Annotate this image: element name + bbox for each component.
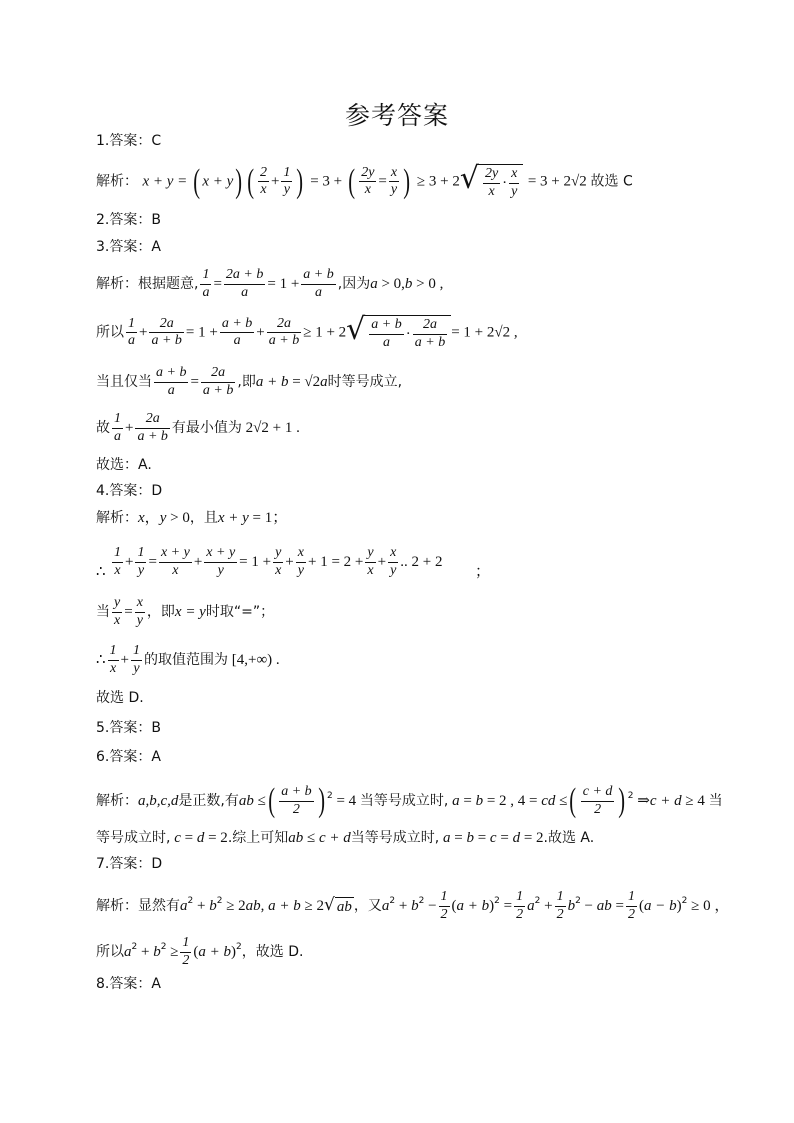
q1-answer: 1.答案：C: [96, 133, 162, 149]
q4-line4: ∴ $\frac{1}{x}$ + $\frac{1}{y}$ 的取值范围为 [4,+∞) .: [96, 643, 280, 676]
q1-explanation: 解析： x + y = ( x + y) ( $\frac{2}{x}$ + $\frac{1}{y}$ ) = 3 + ( $\frac{2y}{x}$ = $\frac{x}{y}$ ) ≥ 3 + 2 √ $\frac{2y}{x}$ · $\frac{x}{y}$ = 3 + 2√2 故选 C: [96, 161, 633, 200]
q3-line4: 故 $\frac{1}{a}$ + $\frac{2a}{a + b}$ 有最小值为 2√2 + 1 .: [96, 411, 300, 444]
page-title: 参考答案: [344, 101, 449, 130]
q3-line3: 当且仅当 $\frac{a + b}{a}$ = $\frac{2a}{a + b}$ ,即a + b = √2a时等号成立,: [96, 365, 403, 398]
q6-line1: 解析：a,b,c,d是正数,有ab ≤( $\frac{a + b}{2}$ ) $^2$ = 4 当等号成立时, a = b = 2 , 4 = cd ≤( $\frac{c + d}{2}$ ) $^2$ ⇒c + d ≥ 4 当: [96, 782, 723, 819]
q3-line2: 所以 $\frac{1}{a}$ + $\frac{2a}{a + b}$ = 1 + $\frac{a + b}{a}$ + $\frac{2a}{a + b}$ ≥ 1 + 2 √ $\frac{a + b}{a}$ · $\frac{2a}{a + b}$ = 1 + 2√2 ,: [96, 312, 518, 350]
q5-answer: 5.答案：B: [96, 720, 161, 736]
q4-line1: 解析：x，y > 0，且x + y = 1；: [96, 510, 288, 526]
q6-answer: 6.答案：A: [96, 749, 161, 765]
q8-answer: 8.答案：A: [96, 976, 161, 992]
q3-line5: 故选：A.: [96, 457, 152, 473]
q3-line1: 解析：根据题意, $\frac{1}{a}$ = $\frac{2a + b}{a}$ = 1 + $\frac{a + b}{a}$ ,因为a > 0,b > 0 ,: [96, 267, 444, 300]
q4-line3: 当 $\frac{y}{x}$ = $\frac{x}{y}$ ，即x = y时取“=”；: [96, 595, 275, 628]
q2-answer: 2.答案：B: [96, 212, 161, 228]
q6-line2: 等号成立时, c = d = 2.综上可知ab ≤ c + d当等号成立时, a = b = c = d = 2.故选 A.: [96, 830, 595, 846]
q4-line2: ∴ $\frac{1}{x}$ + $\frac{1}{y}$ = $\frac{x + y}{x}$ + $\frac{x + y}{y}$ = 1 + $\frac{y}{x}$ + $\frac{x}{y}$ + 1 = 2 + $\frac{y}{x}$ + $\frac{x}{y}$ .. 2 + 2 ；: [96, 545, 490, 581]
q7-answer: 7.答案：D: [96, 856, 163, 872]
q4-line5: 故选 D.: [96, 690, 144, 706]
q3-answer: 3.答案：A: [96, 239, 161, 255]
q7-line2: 所以$a^2 + b^2$ ≥ $\frac{1}{2}$ $(a + b)^2$，故选 D.: [96, 935, 304, 968]
q7-line1: 解析：显然有$a^2 + b^2 \ge 2ab$, a + b ≥ 2 √ ab ，又$a^2 + b^2$ − $\frac{1}{2}$ $(a + b)^2$ = $\frac{1}{2}$ $a^2$ + $\frac{1}{2}$ $b^2$ − ab = $\frac{1}{2}$ $(a - b)^2 \ge 0$ ，: [96, 889, 730, 922]
q4-answer: 4.答案：D: [96, 483, 163, 499]
